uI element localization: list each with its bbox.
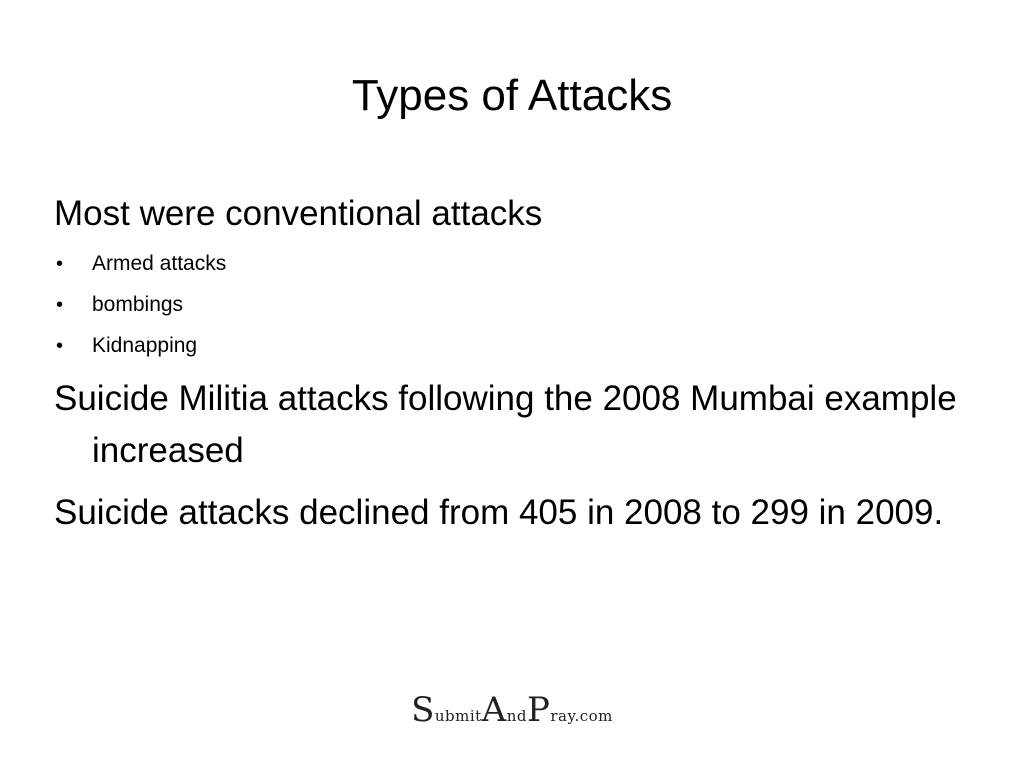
submitandpray-logo: SubmitAndPray.com [411, 690, 613, 730]
paragraph-suicide-attacks: Suicide attacks declined from 405 in 2008 to 299 in 2009. [54, 493, 944, 532]
list-item [54, 332, 974, 360]
bullet-icon: • [56, 335, 64, 357]
bullet-icon: • [56, 253, 64, 275]
paragraph-suicide-militia: Suicide Militia attacks following the 2008 Mumbai example increased [54, 379, 957, 470]
list-item [54, 291, 974, 319]
list-item-label: Kidnapping [92, 334, 198, 357]
paragraph-conventional-attacks: Most were conventional attacks [54, 194, 543, 233]
attack-types-list [54, 250, 974, 360]
bullet-icon: • [56, 294, 64, 316]
slide-title: Types of Attacks [351, 71, 673, 120]
list-item-label: bombings [92, 293, 184, 316]
list-item-label: Armed attacks [92, 252, 227, 275]
slide-content [54, 188, 974, 539]
list-item [54, 250, 974, 278]
